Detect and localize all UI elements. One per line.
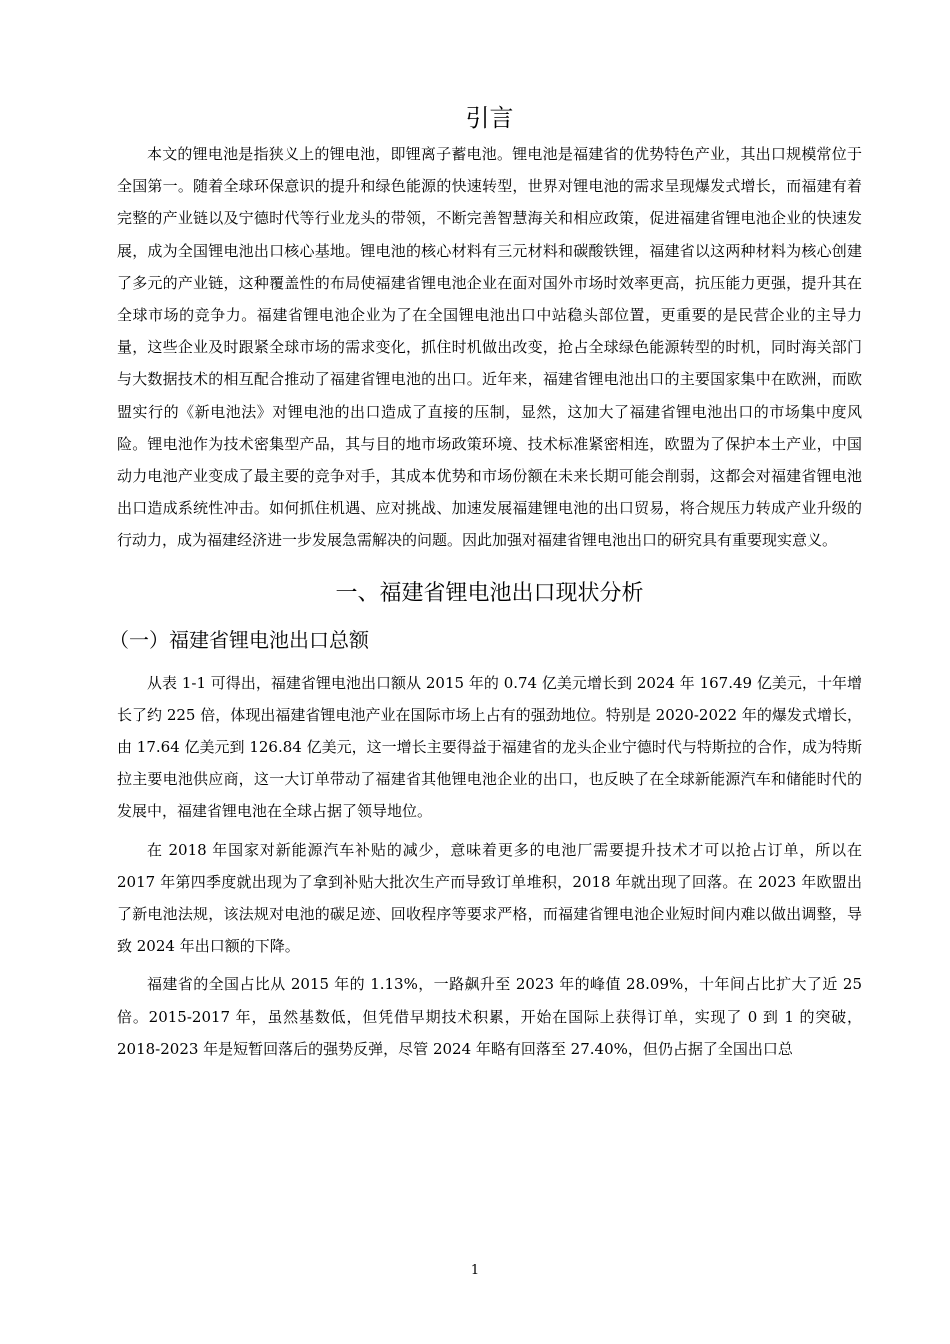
intro-paragraph: 本文的锂电池是指狭义上的锂电池，即锂离子蓄电池。锂电池是福建省的优势特色产业，其出口规模常位于全国第一。随着全球环保意识的提升和绿色能源的快速转型，世界对锂电池的需求呈现爆发式增长，而福建有着完整的产业链以及宁德时代等行业龙头的带领，不断完善智慧海关和相应政策，促进福建省锂电池企业的快速发展，成为全国锂电池出口核心基地。锂电池的核心材料有三元材料和碳酸铁锂，福建省以这两种材料为核心创建了多元的产业链，这种覆盖性的布局使福建省锂电池企业在面对国外市场时效率更高，抗压能力更强，提升其在全球市场的竞争力。福建省锂电池企业为了在全国锂电池出口中站稳头部位置，更重要的是民营企业的主导力量，这些企业及时跟紧全球市场的需求变化，抓住时机做出改变，抢占全球绿色能源转型的时机，同时海关部门与大数据技术的相互配合推动了福建省锂电池的出口。近年来，福建省锂电池出口的主要国家集中在欧洲，而欧盟实行的《新电池法》对锂电池的出口造成了直接的压制，显然，这加大了福建省锂电池出口的市场集中度风险。锂电池作为技术密集型产品，其与目的地市场政策环境、技术标准紧密相连，欧盟为了保护本土产业，中国动力电池产业变成了最主要的竞争对手，其成本优势和市场份额在未来长期可能会削弱，这都会对福建省锂电池出口造成系统性冲击。如何抓住机遇、应对挑战、加速发展福建锂电池的出口贸易，将合规压力转成产业升级的行动力，成为福建经济进一步发展急需解决的问题。因此加强对福建省锂电池出口的研究具有重要现实意义。 bbox=[117, 145, 862, 550]
page-content bbox=[109, 98, 862, 1065]
section-1-body bbox=[109, 617, 862, 1065]
section-1-title: 一、福建省锂电池出口现状分析 bbox=[335, 580, 644, 606]
body-paragraph-3: 福建省的全国占比从 2015 年的 1.13%，一路飙升至 2023 年的峰值 28.09%，十年间占比扩大了近 25 倍。2015-2017 年，虽然基数低，但凭借早期技术积累，开始在国际上获得订单，实现了 0 到 1 的突破，2018-2023 年是短暂回落后的强势反弹，尽管 2024 年略有回落至 27.40%，但仍占据了全国出口总 bbox=[117, 975, 862, 1058]
body-paragraph-1: 从表 1-1 可得出，福建省锂电池出口额从 2015 年的 0.74 亿美元增长到 2024 年 167.49 亿美元，十年增长了约 225 倍，体现出福建省锂电池产业在国际市场上占有的强劲地位。特别是 2020-2022 年的爆发式增长，由 17.64 亿美元到 126.84 亿美元，这一增长主要得益于福建省的龙头企业宁德时代与特斯拉的合作，成为特斯拉主要电池供应商，这一大订单带动了福建省其他锂电池企业的出口，也反映了在全球新能源汽车和储能时代的发展中，福建省锂电池在全球占据了领导地位。 bbox=[117, 673, 862, 821]
page-number: 1 bbox=[470, 1263, 480, 1278]
intro-title: 引言 bbox=[465, 104, 514, 132]
body-paragraph-2: 在 2018 年国家对新能源汽车补贴的减少，意味着更多的电池厂需要提升技术才可以抢占订单，所以在 2017 年第四季度就出现为了拿到补贴大批次生产而导致订单堆积，2018 年就出现了回落。在 2023 年欧盟出了新电池法规，该法规对电池的碳足迹、回收程序等要求严格，而福建省锂电池企业短时间内难以做出调整，导致 2024 年出口额的下降。 bbox=[117, 840, 862, 956]
subsection-1-title: （一）福建省锂电池出口总额 bbox=[109, 627, 369, 652]
